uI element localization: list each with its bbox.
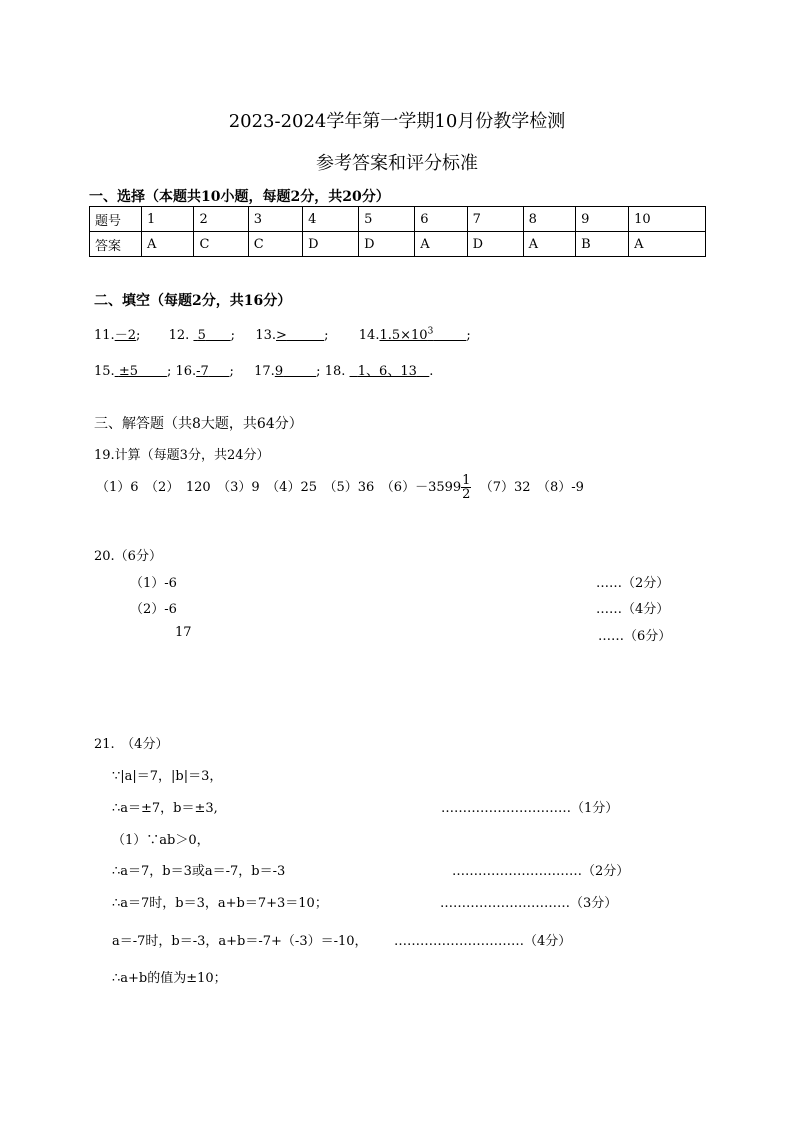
q21-score5: …………………………（3分） <box>440 896 618 911</box>
table-cell: C <box>248 232 302 257</box>
q18-number: 18. <box>324 364 346 379</box>
q13-answer: > <box>276 328 287 343</box>
q21-line4: ∴a＝7，b＝3或a＝-7，b＝-3 <box>112 864 286 879</box>
q20-score3: ……（6分） <box>598 629 672 644</box>
table-cell: B <box>576 232 629 257</box>
answer-table <box>89 206 706 257</box>
fill-line-2: 15. ±5 ; 16.-7 ; 17.9 ; 18. 1、6、13 . <box>94 364 434 379</box>
table-cell: 9 <box>576 207 629 232</box>
page-subtitle: 参考答案和评分标准 <box>316 153 478 174</box>
q12-answer: 5 <box>197 328 206 343</box>
table-cell: 8 <box>523 207 575 232</box>
q13-number: 13. <box>255 328 277 343</box>
q19-items-a: （1）6 （2） 120 （3）9 （4）25 （5）36 （6）－3599 <box>96 480 462 495</box>
table-cell: 3 <box>248 207 302 232</box>
table-cell: C <box>194 232 248 257</box>
table-row <box>90 207 706 232</box>
q20-line1: （1）-6 <box>130 576 177 591</box>
row-label: 答案 <box>90 232 142 257</box>
q15-number: 15. <box>94 364 115 379</box>
q19-title: 19.计算（每题3分，共24分） <box>94 448 270 463</box>
table-cell: 10 <box>629 207 706 232</box>
table-cell: 2 <box>194 207 248 232</box>
q21-line5: ∴a＝7时，b＝3，a+b＝7+3＝10； <box>112 896 328 911</box>
row-label: 题号 <box>90 207 142 232</box>
table-cell: D <box>303 232 359 257</box>
q19-answers <box>96 474 584 501</box>
q16-answer: -7 <box>196 364 209 379</box>
q21-score4: …………………………（2分） <box>452 864 630 879</box>
table-cell: A <box>629 232 706 257</box>
q11-number: 11. <box>94 328 115 343</box>
table-cell: A <box>415 232 467 257</box>
q14-answer: $1.5\times 10^3$ <box>379 326 434 343</box>
fill-line-1: 11.－2; 12. 5 ; 13.> ; $14.1.5\times 10^3$ ; <box>94 326 471 343</box>
q15-answer: ±5 <box>118 364 138 379</box>
q21-line6: a＝-7时，b＝-3，a+b＝-7+（-3）＝-10， <box>112 934 368 949</box>
table-cell: 6 <box>415 207 467 232</box>
table-cell: D <box>359 232 415 257</box>
q20-line3: 17 <box>175 625 192 640</box>
section2-heading: 二、填空（每题2分，共16分） <box>94 293 292 309</box>
table-cell: A <box>142 232 194 257</box>
q21-line7: ∴a+b的值为±10； <box>112 971 227 986</box>
table-cell: A <box>523 232 575 257</box>
q20-score1: ……（2分） <box>596 576 670 591</box>
q20-title: 20.（6分） <box>94 549 162 564</box>
q11-answer: －2 <box>114 328 136 343</box>
fraction: $\frac{1}{2}$ <box>462 473 471 502</box>
q21-line2: ∴a＝±7，b＝±3, <box>112 801 218 816</box>
q21-title: 21. （4分） <box>94 737 169 752</box>
q17-answer: 9 <box>274 364 284 379</box>
table-cell: 1 <box>142 207 194 232</box>
q21-score2: …………………………（1分） <box>441 801 619 816</box>
table-cell: D <box>467 232 523 257</box>
table-cell: 5 <box>359 207 415 232</box>
q21-line1: ∵|a|＝7，|b|＝3， <box>112 769 223 784</box>
q17-number: 17. <box>254 364 275 379</box>
section1-heading: 一、选择（本题共10小题，每题2分，共20分） <box>89 189 390 205</box>
q16-number: 16. <box>175 364 197 379</box>
q19-items-b: （7）32 （8）-9 <box>479 480 584 495</box>
q14-number: 14. <box>358 328 380 343</box>
table-cell: 7 <box>467 207 523 232</box>
q20-score2: ……（4分） <box>596 602 670 617</box>
q12-number: 12. <box>168 328 190 343</box>
q21-line3: （1）∵ab＞0， <box>112 833 210 848</box>
table-row <box>90 232 706 257</box>
table-cell: 4 <box>303 207 359 232</box>
q21-score6: …………………………（4分） <box>394 934 572 949</box>
page-title: 2023-2024学年第一学期10月份教学检测 <box>228 111 566 132</box>
section3-heading: 三、解答题（共8大题，共64分） <box>94 416 303 432</box>
q20-line2: （2）-6 <box>130 602 177 617</box>
q18-answer: 1、6、13 <box>357 364 417 379</box>
